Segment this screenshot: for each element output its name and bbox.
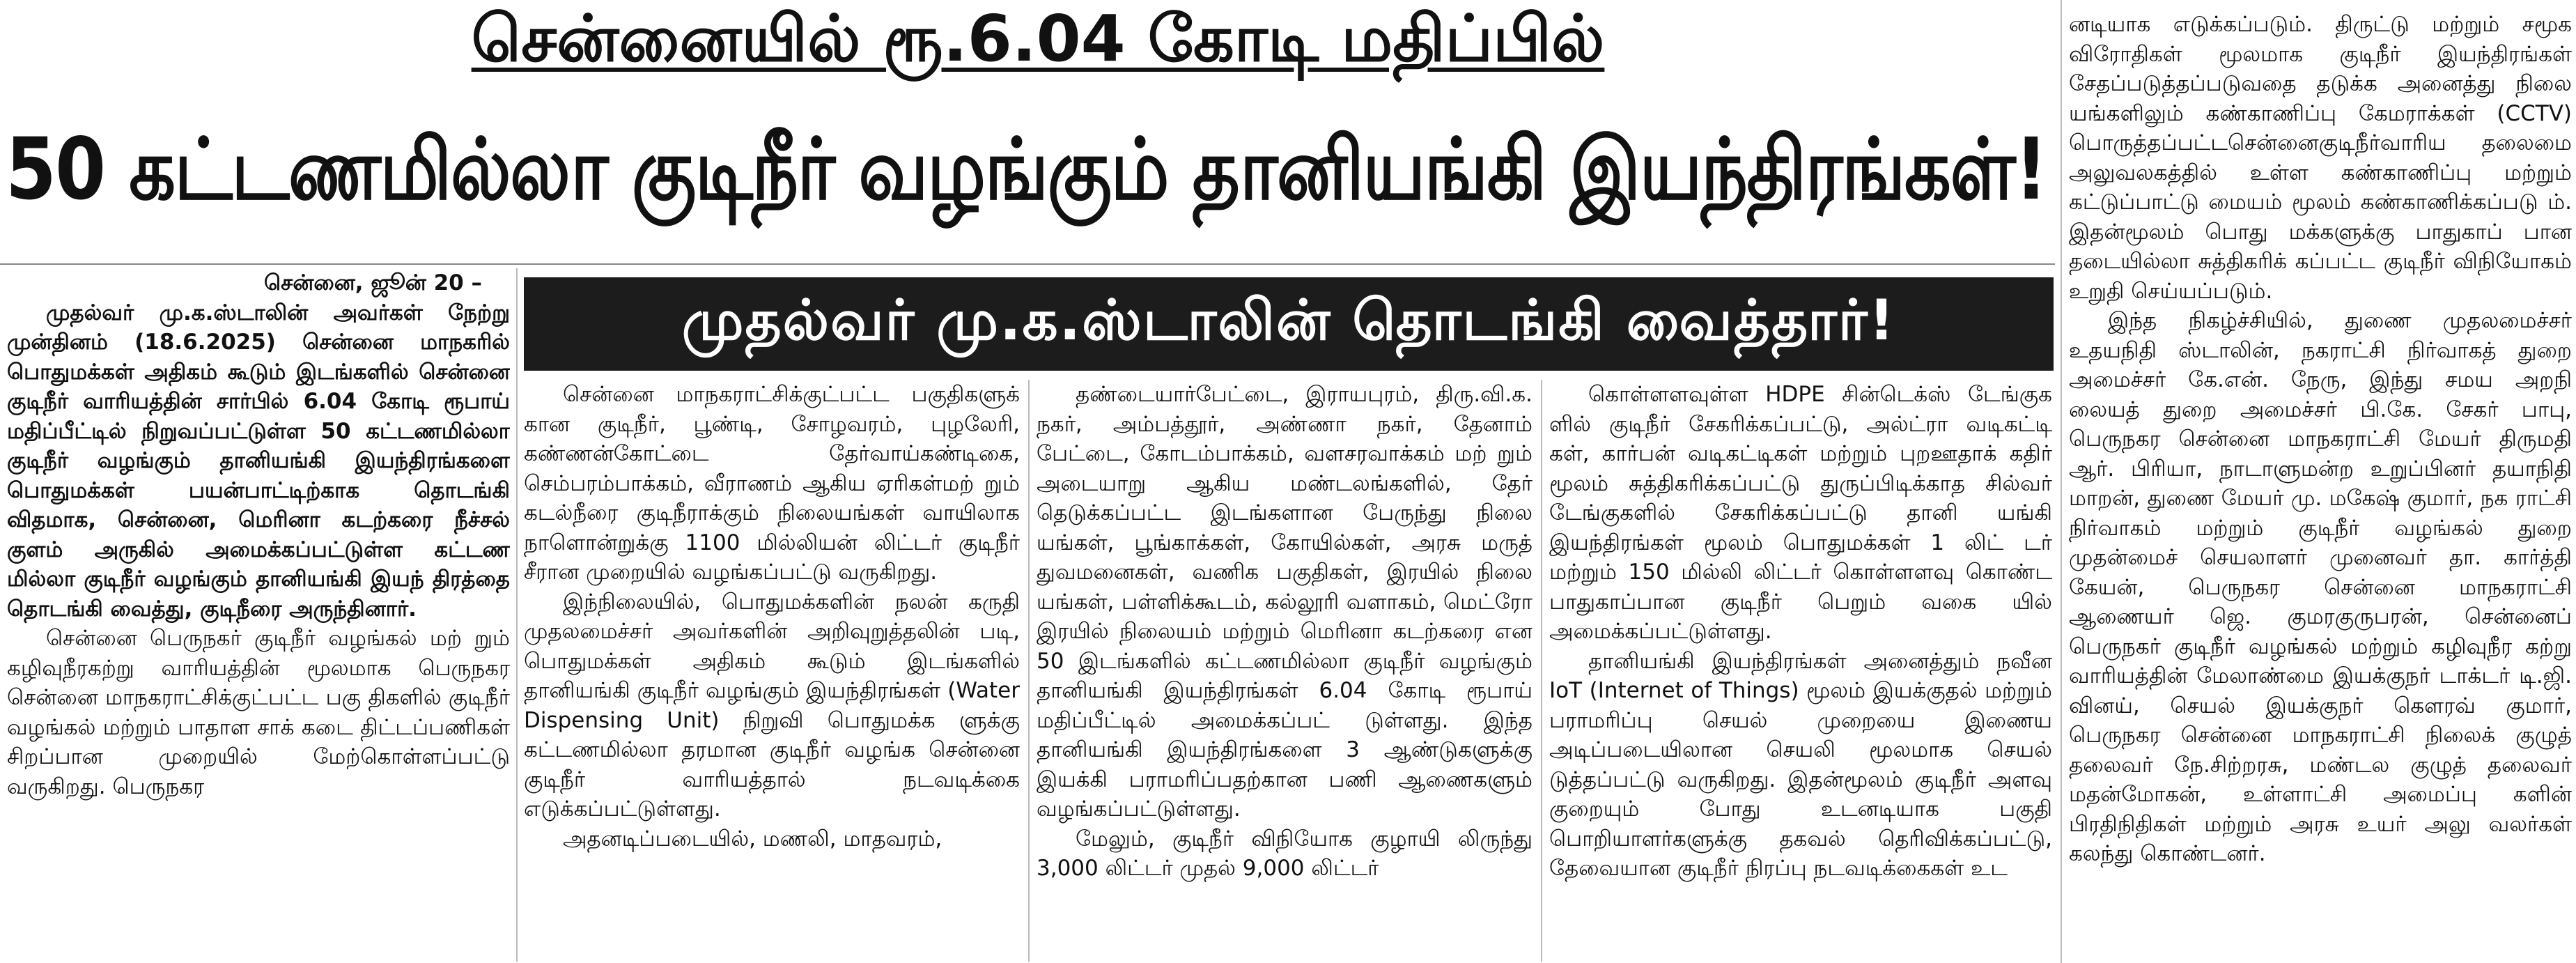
column-2 bbox=[524, 380, 1020, 962]
paragraph: மேலும், குடிநீர் விநியோக குழாயி லிருந்து 3,000 லிட்டர் முதல் 9,000 லிட்டர் bbox=[1037, 826, 1533, 881]
paragraph: சென்னை பெருநகர் குடிநீர் வழங்கல் மற் றும் கழிவுநீரகற்று வாரியத்தின் மூலமாக பெருநகர சென்னை மாநகராட்சிக்குட்பட்ட பகு திகளில் குடிநீர் வழங்கல் மற்றும் பாதாள சாக் கடை திட்டப்பணிகள் சிறப்பான முறையில் மேற்கொள்ளப்பட்டு வருகிறது. பெருநகர bbox=[7, 626, 510, 799]
dateline: சென்னை, ஜூன் 20 – bbox=[264, 270, 482, 295]
column-1 bbox=[7, 268, 510, 962]
main-headline: 50 கட்டணமில்லா குடிநீர் வழங்கும் தானியங்கி இயந்திரங்கள்! bbox=[6, 120, 2047, 219]
paragraph: இந்நிலையில், பொதுமக்களின் நலன் கருதி முதலமைச்சர் அவர்களின் அறிவுறுத்தலின் படி, பொதுமக்கள் அதிகம் கூடும் இடங்களில் தானியங்கி குடிநீர் வழங்கும் இயந்திரங்கள் (Water Dispensing Unit) நிறுவி பொதுமக்க ளுக்கு கட்டணமில்லா தரமான குடிநீர் வழங்க சென்னை குடிநீர் வாரியத்தால் நடவடிக்கை எடுக்கப்பட்டுள்ளது. bbox=[524, 589, 1020, 822]
paragraph: கொள்ளளவுள்ள HDPE சின்டெக்ஸ் டேங்குக ளில் குடிநீர் சேகரிக்கப்பட்டு, அல்ட்ரா வடிகட்டி கள், கார்பன் வடிகட்டிகள் மற்றும் புறஊதாக் கதிர் மூலம் சுத்திகரிக்கப்பட்டு துருப்பிடிக்காத சில்வர் டேங்குகளில் சேகரிக்கப்பட்டு தானி யங்கி இயந்திரங்கள் மூலம் பொதுமக்கள் 1 லிட் டர் மற்றும் 150 மில்லி லிட்டர் கொள்ளளவு கொண்ட பாதுகாப்பான குடிநீர் பெறும் வகை யில் அமைக்கப்பட்டுள்ளது. bbox=[1549, 382, 2052, 644]
column-4 bbox=[1549, 380, 2052, 962]
subheadline-text: முதல்வர் மு.க.ஸ்டாலின் தொடங்கி வைத்தார்! bbox=[681, 288, 1896, 353]
subheadline-banner bbox=[524, 277, 2054, 371]
paragraph: தானியங்கி இயந்திரங்கள் அனைத்தும் நவீன IoT (Internet of Things) மூலம் இயக்குதல் மற்றும் பராமரிப்பு செயல் முறையை இணைய அடிப்படையிலான செயலி மூலமாக செயல் டுத்தப்பட்டு வருகிறது. இதன்மூலம் குடிநீர் அளவு குறையும் போது உடனடியாக பகுதி பொறியாளர்களுக்கு தகவல் தெரிவிக்கப்பட்டு, தேவையான குடிநீர் நிரப்பு நடவடிக்கைகள் உட bbox=[1549, 648, 2052, 881]
paragraph: அதனடிப்படையில், மணலி, மாதவரம், bbox=[563, 826, 942, 852]
paragraph: இந்த நிகழ்ச்சியில், துணை முதலமைச்சர் உதயநிதி ஸ்டாலின், நகராட்சி நிர்வாகத் துறை அமைச்சர் கே.என். நேரு, இந்து சமய அறநி லையத் துறை அமைச்சர் பி.கே. சேகர் பாபு, பெருநகர சென்னை மாநகராட்சி மேயர் திருமதி ஆர். பிரியா, நாடாளுமன்ற உறுப்பினர் தயாநிதி மாறன், துணை மேயர் மு. மகேஷ் குமார், நக ராட்சி நிர்வாகம் மற்றும் குடிநீர் வழங்கல் துறை முதன்மைச் செயலாளர் முனைவர் தா. கார்த்தி கேயன், பெருநகர சென்னை மாநகராட்சி ஆணையர் ஜெ. குமரகுருபரன், சென்னைப் பெருநகர் குடிநீர் வழங்கல் மற்றும் கழிவுநீர கற்று வாரியத்தின் மேலாண்மை இயக்குநர் டாக்டர் டி.ஜி. வினய், செயல் இயக்குநர் கௌரவ் குமார், பெருநகர சென்னை மாநகராட்சி நிலைக் குழுத் தலைவர் நே.சிற்றரசு, மண்டல குழுத் தலைவர் மதன்மோகன், உள்ளாட்சி அமைப்பு களின் பிரதிநிதிகள் மற்றும் அரசு உயர் அலு வலர்கள் கலந்து கொண்டனர். bbox=[2069, 308, 2572, 866]
column-5 bbox=[2069, 10, 2572, 962]
column-divider bbox=[2061, 0, 2062, 963]
paragraph: னடியாக எடுக்கப்படும். திருட்டு மற்றும் சமூக விரோதிகள் மூலமாக குடிநீர் இயந்திரங்கள் சேதப்படுத்தப்படுவதை தடுக்க அனைத்து நிலை யங்களிலும் கண்காணிப்பு கேமராக்கள் (CCTV) பொருத்தப்பட்டசென்னைகுடிநீர்வாரிய தலைமை அலுவலகத்தில் உள்ள கண்காணிப்பு மற்றும் கட்டுப்பாட்டு மையம் மூலம் கண்காணிக்கப்படு ம். இதன்மூலம் பொது மக்களுக்கு பாதுகாப் பான தடையில்லா சுத்திகரிக் கப்பட்ட குடிநீர் விநியோகம் உறுதி செய்யப்படும். bbox=[2069, 12, 2572, 304]
kicker-headline: சென்னையில் ரூ.6.04 கோடி மதிப்பில் bbox=[471, 1, 1605, 76]
column-divider bbox=[1541, 380, 1542, 962]
headline-divider bbox=[0, 263, 2055, 265]
column-divider bbox=[1028, 380, 1030, 962]
column-3 bbox=[1037, 380, 1533, 962]
column-divider bbox=[516, 268, 518, 962]
paragraph: சென்னை மாநகராட்சிக்குட்பட்ட பகுதிகளுக் கான குடிநீர், பூண்டி, சோழவரம், புழலேரி, கண்ணன்கோட்டை தேர்வாய்கண்டிகை, செம்பரம்பாக்கம், வீராணம் ஆகிய ஏரிகள்மற் றும் கடல்நீரை குடிநீராக்கும் நிலையங்கள் வாயிலாக நாளொன்றுக்கு 1100 மில்லியன் லிட்டர் குடிநீர் சீரான முறையில் வழங்கப்பட்டு வருகிறது. bbox=[524, 382, 1020, 585]
paragraph: தண்டையார்பேட்டை, இராயபுரம், திரு.வி.க. நகர், அம்பத்தூர், அண்ணா நகர், தேனாம் பேட்டை, கோடம்பாக்கம், வளசரவாக்கம் மற் றும் அடையாறு ஆகிய மண்டலங்களில், தேர் தெடுக்கப்பட்ட இடங்களான பேருந்து நிலை யங்கள், பூங்காக்கள், கோயில்கள், அரசு மருத் துவமனைகள், வணிக பகுதிகள், இரயில் நிலை யங்கள், பள்ளிக்கூடம், கல்லூரி வளாகம், மெட்ரோ இரயில் நிலையம் மற்றும் மெரினா கடற்கரை என 50 இடங்களில் கட்டணமில்லா குடிநீர் வழங்கும் தானியங்கி இயந்திரங்கள் 6.04 கோடி ரூபாய் மதிப்பீட்டில் அமைக்கப்பட் டுள்ளது. இந்த தானியங்கி இயந்திரங்களை 3 ஆண்டுகளுக்கு இயக்கி பராமரிப்பதற்கான பணி ஆணைகளும் வழங்கப்பட்டுள்ளது. bbox=[1037, 382, 1533, 822]
lead-paragraph: முதல்வர் மு.க.ஸ்டாலின் அவர்கள் நேற்று முன்தினம் (18.6.2025) சென்னை மாநகரில் பொதுமக்கள் அதிகம் கூடும் இடங்களில் சென்னை குடிநீர் வாரியத்தின் சார்பில் 6.04 கோடி ரூபாய் மதிப்பீட்டில் நிறுவப்பட்டுள்ள 50 கட்டணமில்லா குடிநீர் வழங்கும் தானியங்கி இயந்திரங்களை பொதுமக்கள் பயன்பாட்டிற்காக தொடங்கி விதமாக, சென்னை, மெரினா கடற்கரை நீச்சல் குளம் அருகில் அமைக்கப்பட்டுள்ள கட்டண மில்லா குடிநீர் வழங்கும் தானியங்கி இயந் திரத்தை தொடங்கி வைத்து, குடிநீரை அருந்தினார். bbox=[7, 300, 510, 622]
